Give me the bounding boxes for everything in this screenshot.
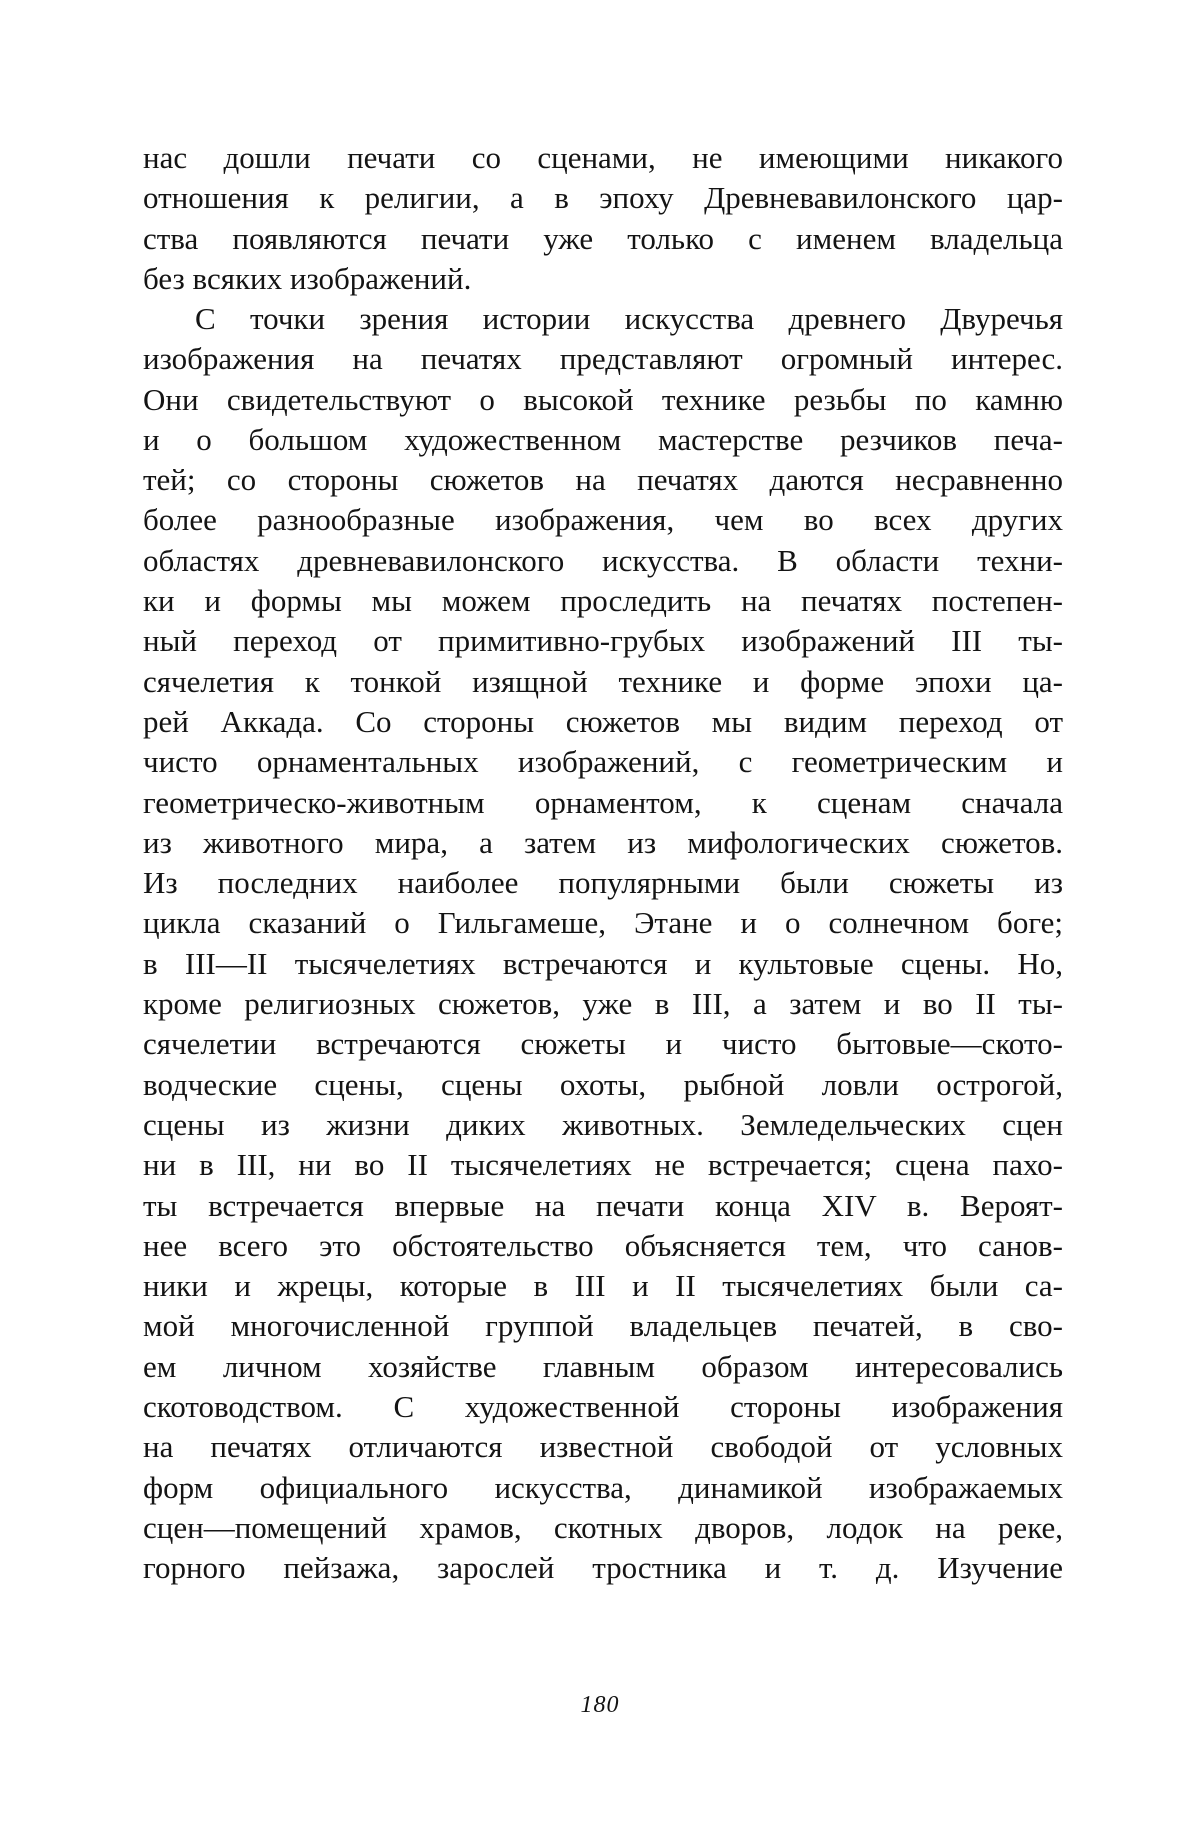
text-line: и о большом художественном мастерстве резчиков печа- <box>143 421 1063 457</box>
text-line: ки и формы мы можем проследить на печатях постепен- <box>143 583 1063 619</box>
text-line: без всяких изображений. <box>143 260 472 296</box>
text-line: в III—II тысячелетиях встречаются и культовые сцены. Но, <box>143 945 1063 981</box>
paragraph-1 <box>143 138 1063 299</box>
text-line: горного пейзажа, зарослей тростника и т. д. Изучение <box>143 1550 1063 1586</box>
text-line: ем личном хозяйстве главным образом интересовались <box>143 1348 1063 1384</box>
text-line: ства появляются печати уже только с именем владельца <box>143 220 1063 256</box>
text-line: областях древневавилонского искусства. В области техни- <box>143 542 1063 578</box>
text-line: более разнообразные изображения, чем во всех других <box>143 502 1063 538</box>
text-line: скотоводством. С художественной стороны изображения <box>143 1389 1063 1425</box>
text-line: сячелетия к тонкой изящной технике и форме эпохи ца- <box>143 663 1063 699</box>
page-number: 180 <box>580 1692 620 1718</box>
text-line: на печатях отличаются известной свободой от условных <box>143 1429 1063 1465</box>
text-line: ни в III, ни во II тысячелетиях не встречается; сцена пахо- <box>143 1147 1063 1183</box>
text-line: форм официального искусства, динамикой изображаемых <box>143 1469 1063 1505</box>
text-line: Из последних наиболее популярными были сюжеты из <box>143 865 1063 901</box>
text-line: ный переход от примитивно-грубых изображений III ты- <box>143 623 1063 659</box>
text-line: из животного мира, а затем из мифологических сюжетов. <box>143 824 1063 860</box>
text-line: ты встречается впервые на печати конца XIV в. Вероят- <box>143 1187 1063 1223</box>
text-line: сячелетии встречаются сюжеты и чисто бытовые—ското- <box>143 1026 1063 1062</box>
text-line: нас дошли печати со сценами, не имеющими никакого <box>143 140 1063 175</box>
text-line: отношения к религии, а в эпоху Древневавилонского цар- <box>143 180 1063 216</box>
text-line: кроме религиозных сюжетов, уже в III, а затем и во II ты- <box>143 986 1063 1022</box>
text-line: водческие сцены, сцены охоты, рыбной ловли острогой, <box>143 1066 1063 1102</box>
text-line: тей; со стороны сюжетов на печатях даются несравненно <box>143 462 1063 498</box>
text-line: С точки зрения истории искусства древнего Двуречья <box>195 301 1063 336</box>
text-line: мой многочисленной группой владельцев печатей, в сво- <box>143 1308 1063 1344</box>
text-line: сцены из жизни диких животных. Земледельческих сцен <box>143 1106 1063 1142</box>
text-line: геометрическо-животным орнаментом, к сценам сначала <box>143 784 1063 820</box>
text-line: сцен—помещений храмов, скотных дворов, лодок на реке, <box>143 1509 1063 1545</box>
text-line: чисто орнаментальных изображений, с геометрическим и <box>143 744 1063 780</box>
text-line: рей Аккада. Со стороны сюжетов мы видим переход от <box>143 703 1063 739</box>
text-line: нее всего это обстоятельство объясняется тем, что санов- <box>143 1227 1063 1263</box>
paragraph-2 <box>143 299 1063 1589</box>
text-line: изображения на печатях представляют огромный интерес. <box>143 341 1063 377</box>
text-line: цикла сказаний о Гильгамеше, Этане и о солнечном боге; <box>143 905 1063 941</box>
text-line: Они свидетельствуют о высокой технике резьбы по камню <box>143 381 1063 417</box>
text-line: ники и жрецы, которые в III и II тысячелетиях были са- <box>143 1268 1063 1304</box>
